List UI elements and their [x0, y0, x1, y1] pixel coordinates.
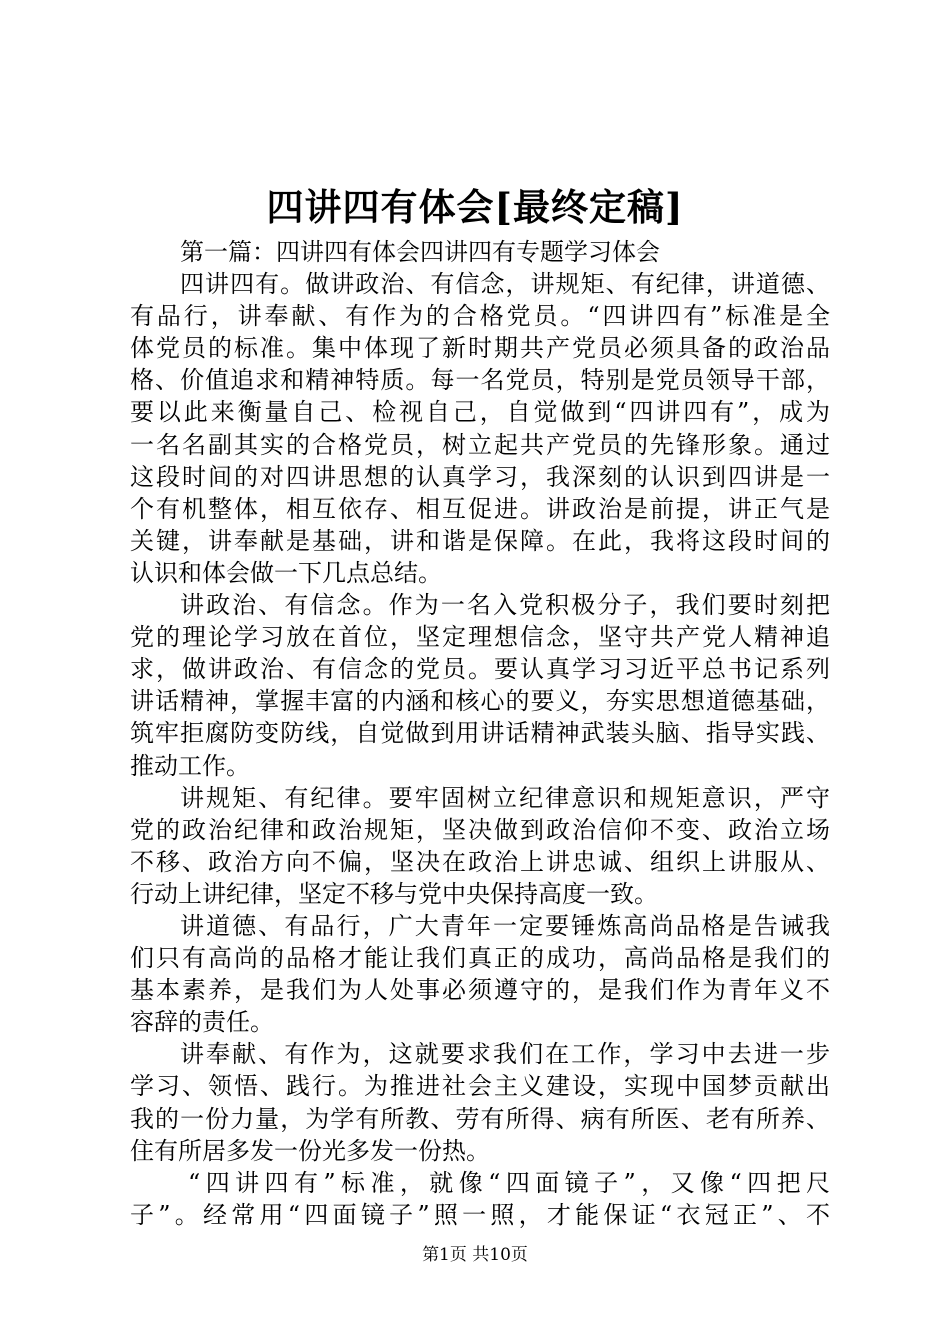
body-line: 要以此来衡量自己、检视自己，自觉做到“四讲四有”，成为 [130, 398, 830, 427]
body-line: 四讲四有。做讲政治、有信念，讲规矩、有纪律，讲道德、 [180, 270, 830, 299]
body-line: 们只有高尚的品格才能让我们真正的成功，高尚品格是我们的 [130, 944, 830, 973]
body-line: 我的一份力量，为学有所教、劳有所得、病有所医、老有所养、 [130, 1104, 830, 1133]
document-body [130, 236, 830, 1231]
body-line: 这段时间的对四讲思想的认真学习，我深刻的认识到四讲是一 [130, 462, 830, 491]
body-line: 筑牢拒腐防变防线，自觉做到用讲话精神武装头脑、指导实践、 [130, 719, 830, 748]
body-line: 讲政治、有信念。作为一名入党积极分子，我们要时刻把 [180, 591, 830, 620]
body-line: 讲奉献、有作为，这就要求我们在工作，学习中去进一步 [180, 1040, 830, 1069]
body-line: 有品行，讲奉献、有作为的合格党员。“四讲四有”标准是全 [130, 302, 830, 331]
body-line: 讲规矩、有纪律。要牢固树立纪律意识和规矩意识，严守 [180, 783, 830, 812]
body-line: 讲话精神，掌握丰富的内涵和核心的要义，夯实思想道德基础， [130, 687, 830, 716]
body-line: 不移、政治方向不偏，坚决在政治上讲忠诚、组织上讲服从、 [130, 847, 830, 876]
body-line: 容辞的责任。 [130, 1008, 274, 1037]
body-line: 讲道德、有品行，广大青年一定要锤炼高尚品格是告诫我 [180, 911, 830, 940]
document-title: 四讲四有体会[最终定稿] [266, 185, 684, 229]
section-heading: 第一篇：四讲四有体会四讲四有专题学习体会 [180, 238, 660, 266]
body-line: 关键，讲奉献是基础，讲和谐是保障。在此，我将这段时间的 [130, 526, 830, 555]
body-line: 基本素养，是我们为人处事必须遵守的，是我们作为青年义不 [130, 976, 830, 1005]
body-line: 党的政治纪律和政治规矩，坚决做到政治信仰不变、政治立场 [130, 815, 830, 844]
body-line: 党的理论学习放在首位，坚定理想信念，坚守共产党人精神追 [130, 623, 830, 652]
body-line: 学习、领悟、践行。为推进社会主义建设，实现中国梦贡献出 [130, 1072, 830, 1101]
page-footer: 第1页 共10页 [422, 1245, 528, 1265]
body-line: 个有机整体，相互依存、相互促进。讲政治是前提，讲正气是 [130, 494, 830, 523]
body-line: 格、价值追求和精神特质。每一名党员，特别是党员领导干部， [130, 366, 830, 395]
body-line: 行动上讲纪律，坚定不移与党中央保持高度一致。 [130, 879, 658, 908]
body-line: 一名名副其实的合格党员，树立起共产党员的先锋形象。通过 [130, 430, 830, 459]
body-line: 子”。经常用“四面镜子”照一照，才能保证“衣冠正”、不 [130, 1200, 830, 1229]
body-line: 体党员的标准。集中体现了新时期共产党员必须具备的政治品 [130, 334, 830, 363]
body-line: “四讲四有”标准，就像“四面镜子”，又像“四把尺 [188, 1168, 830, 1197]
body-line: 推动工作。 [130, 751, 250, 780]
body-line: 认识和体会做一下几点总结。 [130, 558, 442, 587]
body-line: 求，做讲政治、有信念的党员。要认真学习习近平总书记系列 [130, 655, 830, 684]
body-line: 住有所居多发一份光多发一份热。 [130, 1136, 490, 1165]
